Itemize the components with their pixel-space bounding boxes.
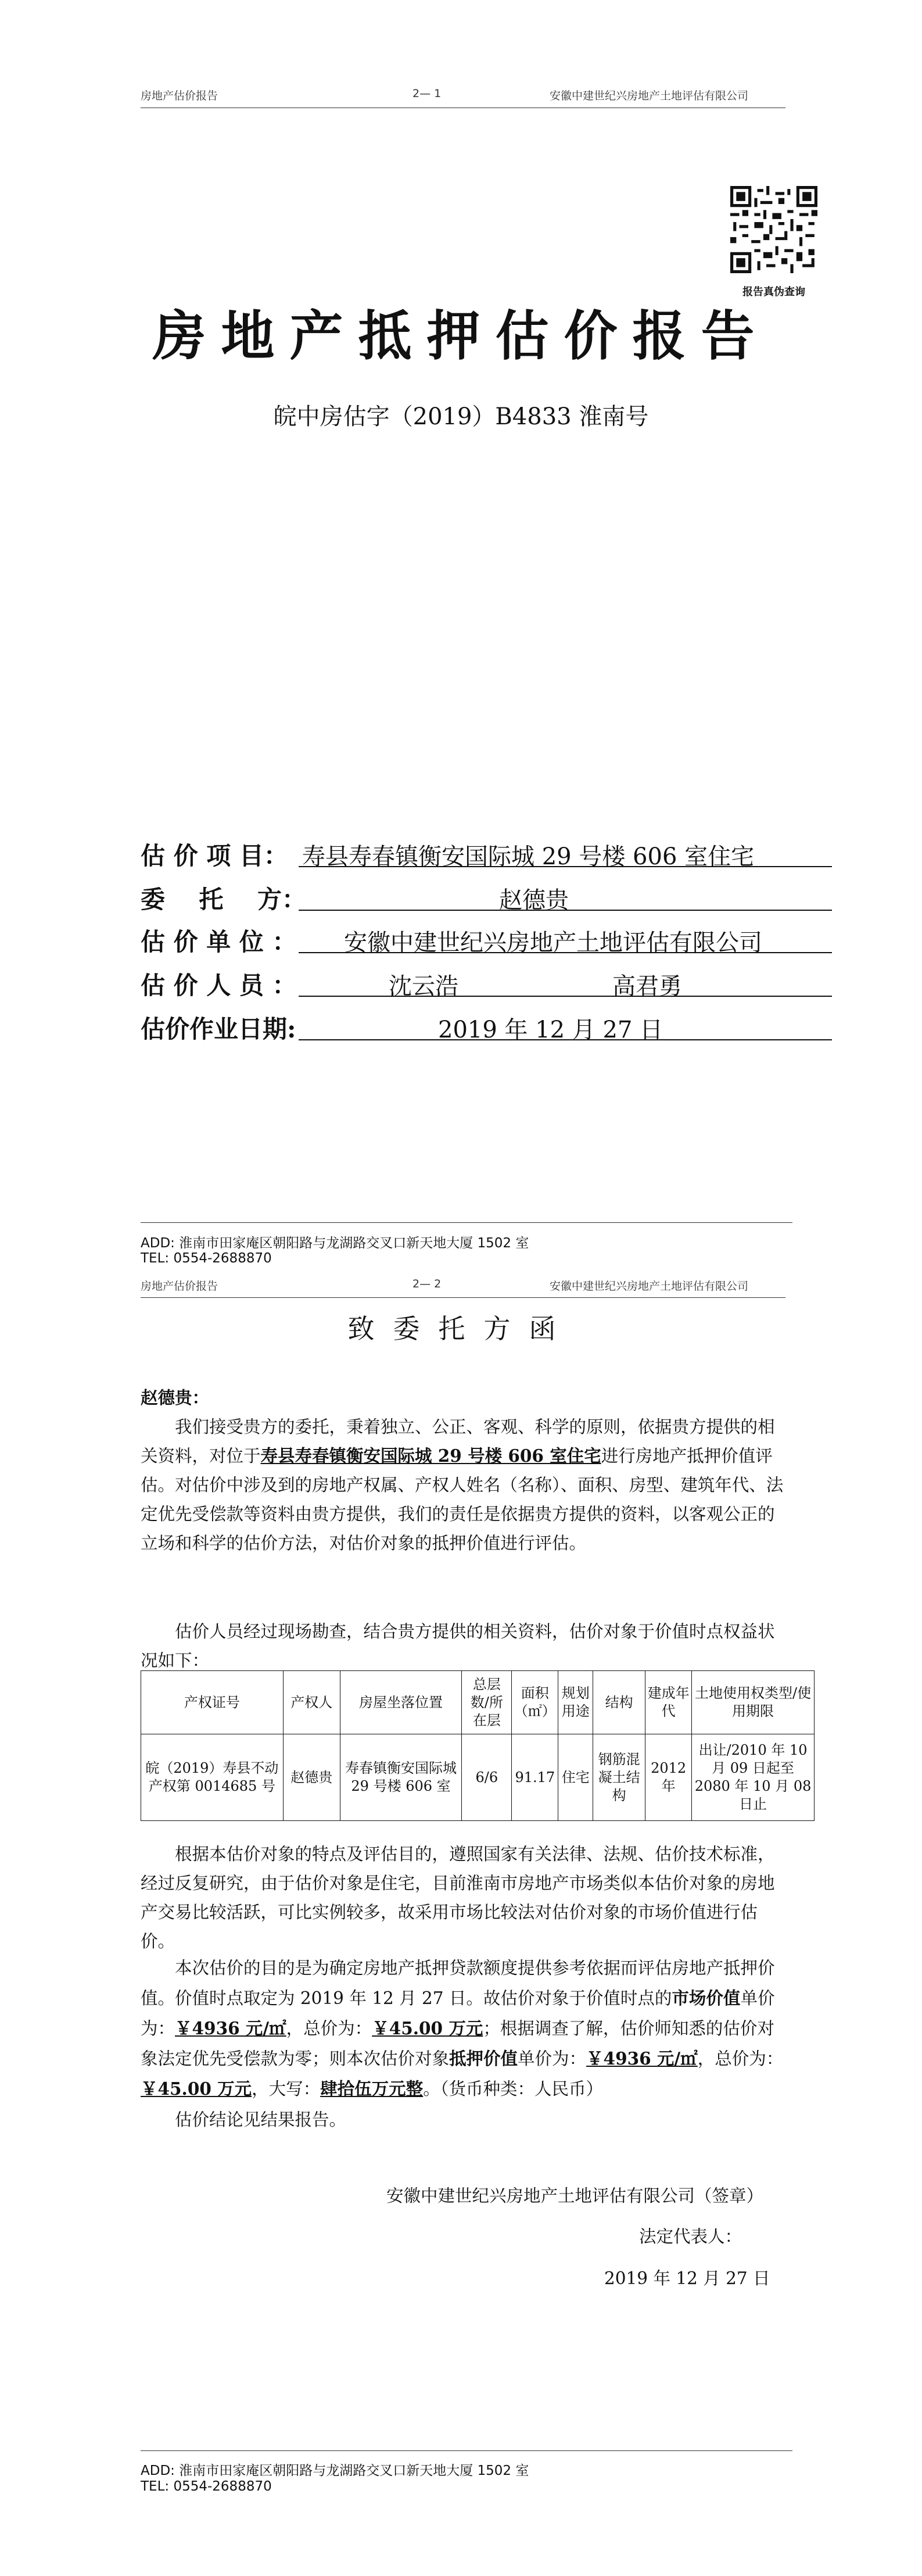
field-value: 赵德贵 [499, 887, 569, 914]
field-label: 估价作业日期: [141, 1015, 296, 1043]
field-label: 估 价 项 目： [141, 842, 288, 870]
signature-date: 2019 年 12 月 27 日 [604, 2269, 770, 2288]
paragraph-conclusion: 估价结论见结果报告。 [175, 2110, 347, 2130]
field-client [141, 881, 832, 913]
paragraph-commission: 我们接受贵方的委托，秉着独立、公正、客观、科学的原则，依据贵方提供的相关资料，对位于寿县寿春镇衡安国际城 29 号楼 606 室住宅进行房地产抵押价值评估。对估价中涉及到的房地产权属、产权人姓名（名称）、面积、房型、建筑年代、法定优先受偿款等资料由贵方提供，我们的责任是依据贵方提供的资料，以客观公正的立场和科学的估价方法，对估价对象的抵押价值进行评估。 [141, 1417, 784, 1553]
table-header-cell: 结构 [593, 1671, 645, 1734]
report-title: 房地产抵押估价报告 [152, 305, 770, 367]
table-cell: 91.17 [512, 1734, 558, 1821]
signature-representative: 法定代表人： [639, 2227, 742, 2246]
salutation: 赵德贵： [141, 1387, 210, 1408]
table-cell: 赵德贵 [283, 1734, 340, 1821]
field-value-line [299, 967, 832, 1000]
qr-caption: 报告真伪查询 [742, 286, 805, 298]
letter-title: 致委托方函 [347, 1313, 575, 1344]
footer-tel: TEL: 0554-2688870 [141, 2479, 272, 2494]
table-cell: 2012 年 [645, 1734, 692, 1821]
table-row [141, 1734, 815, 1821]
field-value: 高君勇 [612, 973, 682, 1000]
footer-address: ADD: 淮南市田家庵区朝阳路与龙湖路交叉口新天地大厦 1502 室 [141, 1236, 529, 1251]
market-unit-price: ￥4936 元/㎡ [175, 2018, 286, 2038]
table-header-cell: 房屋坐落位置 [340, 1671, 462, 1734]
footer-rule [141, 1222, 792, 1223]
total-in-words: 肆拾伍万元整 [320, 2078, 424, 2099]
table-header-cell: 建成年代 [645, 1671, 692, 1734]
table-header-cell: 面积（㎡） [512, 1671, 558, 1734]
mortgage-unit-price: ￥4936 元/㎡ [586, 2048, 698, 2069]
table-header-cell: 规划用途 [558, 1671, 593, 1734]
footer-tel: TEL: 0554-2688870 [141, 1251, 272, 1266]
field-value-line [299, 923, 832, 956]
field-label: 估 价 人 员 ： [141, 971, 297, 1000]
page2-header-company: 安徽中建世纪兴房地产土地评估有限公司 [550, 1280, 749, 1293]
field-value: 2019 年 12 月 27 日 [438, 1017, 663, 1043]
page1-header-company: 安徽中建世纪兴房地产土地评估有限公司 [550, 90, 749, 102]
field-value: 安徽中建世纪兴房地产土地评估有限公司 [344, 929, 762, 956]
table-cell: 皖（2019）寿县不动产权第 0014685 号 [141, 1734, 284, 1821]
field-label: 委 托 方： [141, 885, 306, 914]
mortgage-value-label: 抵押价值 [449, 2048, 518, 2069]
qr-code-icon [730, 186, 817, 273]
mortgage-total-price: ￥45.00 万元 [141, 2078, 252, 2099]
table-header-cell: 土地使用权类型/使用期限 [692, 1671, 815, 1734]
field-appraisers [141, 967, 832, 999]
page1-header-page-number: 2— 1 [412, 87, 442, 100]
field-value-line [299, 1010, 832, 1043]
table-header-cell: 产权人 [283, 1671, 340, 1734]
page2-header-page-number: 2— 2 [412, 1278, 442, 1290]
page1-header-left: 房地产估价报告 [141, 90, 218, 102]
table-header-cell: 产权证号 [141, 1671, 284, 1734]
field-label: 估 价 单 位 ： [141, 928, 297, 956]
report-number: 皖中房估字（2019）B4833 淮南号 [273, 403, 649, 430]
property-address: 寿县寿春镇衡安国际城 29 号楼 606 室住宅 [260, 1446, 601, 1466]
table-cell: 住宅 [558, 1734, 593, 1821]
paragraph-survey: 估价人员经过现场勘查，结合贵方提供的相关资料，估价对象于价值时点权益状况如下： [141, 1622, 775, 1670]
footer-address: ADD: 淮南市田家庵区朝阳路与龙湖路交叉口新天地大厦 1502 室 [141, 2463, 529, 2478]
table-header-cell: 总层数/所在层 [462, 1671, 512, 1734]
table-cell: 钢筋混凝土结构 [593, 1734, 645, 1821]
field-value-line [299, 837, 832, 870]
paragraph-valuation-result: 本次估价的目的是为确定房地产抵押贷款额度提供参考依据而评估房地产抵押价值。价值时点取定为 2019 年 12 月 27 日。故估价对象于价值时点的市场价值单价为：￥4936 元/㎡，总价为：￥45.00 万元；根据调查了解，估价师知悉的估价对象法定优先受偿款为零；则本次估价对象抵押价值单价为：￥4936 元/㎡，总价为：￥45.00 万元，大写：肆拾伍万元整。（货币种类：人民币） [141, 1958, 784, 2099]
market-value-label: 市场价值 [672, 1988, 741, 2008]
market-total-price: ￥45.00 万元 [372, 2018, 483, 2038]
field-project [141, 837, 832, 870]
table-cell: 出让/2010 年 10 月 09 日起至 2080 年 10 月 08 日止 [692, 1734, 815, 1821]
field-work-date [141, 1010, 832, 1043]
table-cell: 6/6 [462, 1734, 512, 1821]
property-info-table [141, 1670, 815, 1821]
field-value-line [299, 881, 832, 914]
field-appraisal-company [141, 923, 832, 956]
signature-company: 安徽中建世纪兴房地产土地评估有限公司（签章） [386, 2186, 764, 2206]
field-value: 沈云浩 [389, 973, 458, 1000]
paragraph-method: 根据本估价对象的特点及评估目的，遵照国家有关法律、法规、估价技术标准，经过反复研究，由于估价对象是住宅，目前淮南市房地产市场类似本估价对象的房地产交易比较活跃，可比实例较多，故采用市场比较法对估价对象的市场价值进行估价。 [141, 1844, 775, 1951]
page2-header-left: 房地产估价报告 [141, 1280, 218, 1293]
table-header-row [141, 1671, 815, 1734]
footer-rule [141, 2450, 792, 2451]
header-rule [141, 1297, 785, 1298]
field-value: 寿县寿春镇衡安国际城 29 号楼 606 室住宅 [302, 843, 755, 870]
table-cell: 寿春镇衡安国际城 29 号楼 606 室 [340, 1734, 462, 1821]
